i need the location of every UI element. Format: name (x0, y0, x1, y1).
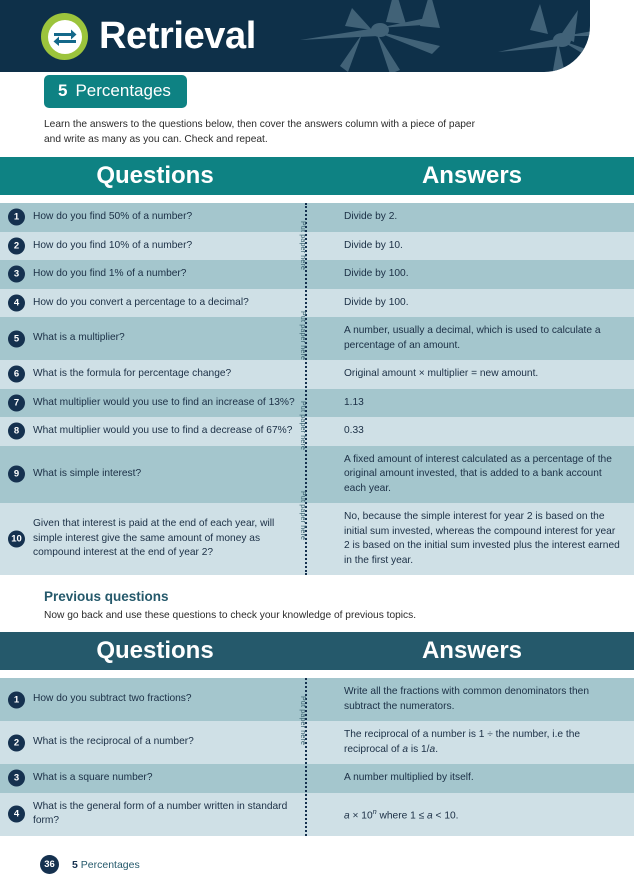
main-answers-header: Answers (421, 162, 523, 189)
paper-gutter (310, 678, 332, 721)
question-number-badge: 4 (8, 806, 25, 823)
previous-retrieval-table (0, 678, 634, 836)
question-cell (0, 360, 310, 389)
question-text: Given that interest is paid at the end of each year, will simple interest give the same amount of money as compound interest at the end of year 2? (33, 518, 275, 559)
question-text: What multiplier would you use to find a decrease of 67%? (33, 425, 293, 436)
answer-cell (332, 389, 634, 418)
table-row (0, 446, 634, 504)
paper-gutter (310, 503, 332, 575)
answer-cell (332, 317, 634, 360)
previous-questions-subtitle: Now go back and use these questions to check your knowledge of previous topics. (44, 610, 417, 621)
table-row (0, 793, 634, 836)
question-number-badge: 4 (8, 294, 25, 311)
answer-text: 0.33 (344, 425, 364, 436)
table-row (0, 360, 634, 389)
paper-gutter (310, 260, 332, 289)
answer-text: Divide by 100. (344, 296, 409, 308)
table-row (0, 260, 634, 289)
table-row (0, 417, 634, 446)
main-section-header (0, 157, 634, 195)
topic-badge (44, 75, 187, 108)
intro-text: Learn the answers to the questions below, then cover the answers column with a piece of paper and write as many as you can. Check and repeat. (44, 119, 475, 145)
question-cell (0, 764, 310, 793)
question-cell (0, 203, 310, 232)
answer-text: A fixed amount of interest calculated as a percentage of the original amount invested, that is added to a bank account each year. (344, 453, 612, 494)
question-text: How do you find 50% of a number? (33, 211, 193, 222)
question-cell (0, 793, 310, 836)
two-way-arrows-icon (48, 20, 82, 54)
answer-text: $a \times 10^n$ where 1 ≤ a < 10. (344, 806, 459, 821)
question-number-badge: 9 (8, 466, 25, 483)
table-row (0, 232, 634, 261)
answer-text: Divide by 100. (344, 268, 409, 279)
table-row (0, 721, 634, 764)
question-cell (0, 721, 310, 764)
answer-cell (332, 721, 634, 764)
footer-topic-number: 5 (72, 858, 78, 871)
paper-gutter (310, 721, 332, 764)
paper-gutter (310, 446, 332, 504)
question-cell (0, 446, 310, 504)
question-text: What is the reciprocal of a number? (33, 736, 194, 748)
previous-questions-title: Previous questions (44, 589, 169, 604)
topic-name: Percentages (75, 81, 171, 100)
table-row (0, 203, 634, 232)
put-paper-here-label: Put paper here (299, 491, 306, 541)
question-number-badge: 10 (8, 531, 25, 548)
put-paper-here-label: Put paper here (299, 221, 306, 271)
answer-cell (332, 232, 634, 261)
question-number-badge: 7 (8, 394, 25, 411)
question-number-badge: 2 (8, 734, 25, 751)
footer-topic-name: Percentages (80, 858, 140, 871)
main-retrieval-table (0, 203, 634, 575)
paper-gutter (310, 389, 332, 418)
page-footer (40, 855, 140, 874)
paper-gutter (310, 764, 332, 793)
question-number-badge: 8 (8, 423, 25, 440)
question-number-badge: 1 (8, 209, 25, 226)
page-banner (0, 0, 590, 72)
question-text: What is the formula for percentage change? (33, 368, 232, 379)
previous-questions-header: Questions (96, 637, 214, 664)
answer-cell (332, 360, 634, 389)
answer-text: A number, usually a decimal, which is used to calculate a percentage of an amount. (344, 325, 601, 351)
table-row (0, 503, 634, 575)
paper-gutter (310, 317, 332, 360)
question-number-badge: 3 (8, 770, 25, 787)
put-paper-here-label: Put paper here (299, 696, 306, 746)
answer-text: Write all the fractions with common denominators then subtract the numerators. (344, 686, 589, 712)
paper-gutter (310, 360, 332, 389)
question-number-badge: 3 (8, 266, 25, 283)
question-text: How do you subtract two fractions? (33, 693, 192, 705)
table-row (0, 317, 634, 360)
previous-section-header (0, 632, 634, 670)
paper-gutter (310, 289, 332, 318)
question-cell (0, 260, 310, 289)
footer-topic (72, 859, 140, 871)
answer-cell (332, 417, 634, 446)
question-text: What multiplier would you use to find an increase of 13%? (33, 396, 295, 408)
retrieval-logo (41, 13, 88, 60)
footer-page-number: 36 (40, 855, 59, 874)
question-cell (0, 232, 310, 261)
answer-cell (332, 446, 634, 504)
question-text: What is a square number? (33, 772, 153, 783)
table-row (0, 289, 634, 318)
question-number-badge: 2 (8, 237, 25, 254)
answer-text: Original amount × multiplier = new amount. (344, 368, 539, 379)
paper-gutter (310, 417, 332, 446)
answer-cell (332, 503, 634, 575)
question-number-badge: 1 (8, 691, 25, 708)
answer-cell (332, 289, 634, 318)
question-cell (0, 289, 310, 318)
main-questions-header: Questions (96, 162, 214, 189)
put-paper-here-label: Put paper here (299, 311, 306, 361)
question-cell (0, 503, 310, 575)
paper-gutter (310, 203, 332, 232)
page-title: Retrieval (99, 15, 256, 57)
answer-text: 1.13 (344, 396, 364, 408)
question-cell (0, 678, 310, 721)
question-cell (0, 389, 310, 418)
paper-gutter (310, 232, 332, 261)
question-cell (0, 317, 310, 360)
question-cell (0, 417, 310, 446)
answer-cell (332, 764, 634, 793)
answer-text: The reciprocal of a number is 1 ÷ the number, i.e the reciprocal of a is 1/a. (344, 729, 581, 755)
put-paper-here-label: Put paper here (299, 401, 306, 451)
answer-text: Divide by 2. (344, 211, 398, 222)
question-number-badge: 6 (8, 366, 25, 383)
table-row (0, 678, 634, 721)
answer-cell (332, 793, 634, 836)
paper-gutter (310, 793, 332, 836)
question-text: How do you find 10% of a number? (33, 239, 193, 251)
question-text: What is a multiplier? (33, 332, 125, 344)
answer-cell (332, 203, 634, 232)
question-text: What is the general form of a number written in standard form? (33, 800, 288, 826)
answer-text: No, because the simple interest for year 2 is based on the initial sum invested, whereas the compound interest for year 2 is based on the initial sum invested plus the interest earned in the first year. (344, 511, 620, 566)
question-number-badge: 5 (8, 330, 25, 347)
answer-cell (332, 260, 634, 289)
answer-cell (332, 678, 634, 721)
table-row (0, 764, 634, 793)
question-text: How do you convert a percentage to a decimal? (33, 296, 249, 308)
table-row (0, 389, 634, 418)
previous-answers-header: Answers (421, 637, 523, 664)
topic-number: 5 (58, 81, 68, 100)
question-text: How do you find 1% of a number? (33, 268, 187, 279)
question-text: What is simple interest? (33, 468, 142, 479)
banner-decoration (0, 0, 590, 72)
answer-text: A number multiplied by itself. (344, 772, 474, 783)
answer-text: Divide by 10. (344, 239, 403, 251)
